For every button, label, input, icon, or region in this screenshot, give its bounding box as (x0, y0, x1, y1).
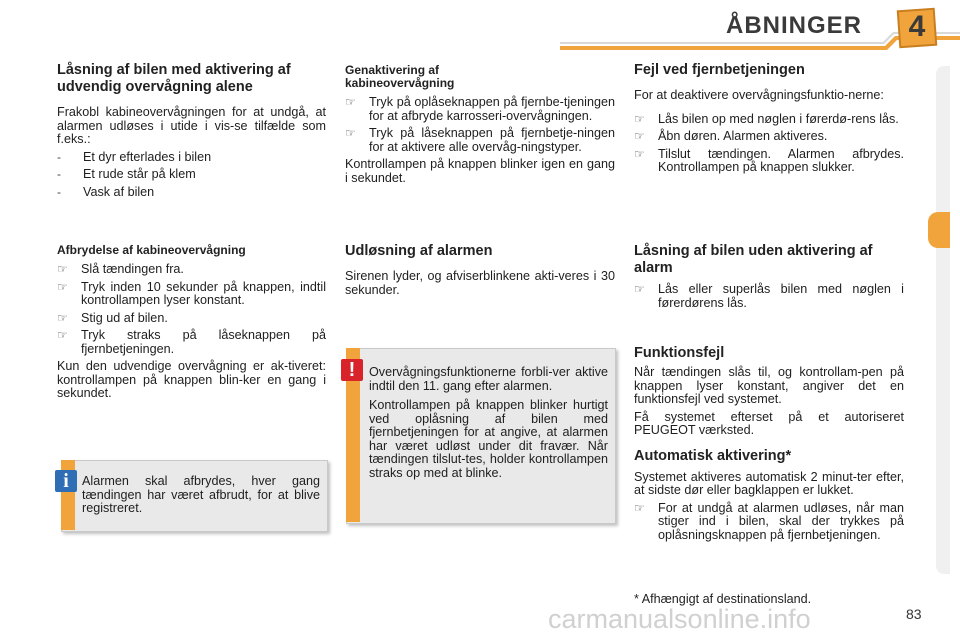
case-item: - Vask af bilen (57, 184, 155, 199)
reactivate-note: Kontrollampen på knappen blinker igen en gang i sekundet. (345, 157, 615, 185)
dash-marker: - (57, 167, 61, 181)
pointing-hand-icon: ☞ (57, 328, 68, 342)
section-malfunction: Funktionsfejl Når tændingen slås til, og kontrollam-pen på knappen lyser konstant, angiver det en funktionsfejl ved systemet. Få systemet efterset på et autoriseret PEUGEOT værksted. Automatisk aktivering* Systemet aktiveres automatisk 2 minut-ter efter, at sidste dør eller bagklappen er lukket. ☞ For at undgå at alarmen udløses, når man stiger ind i bilen, skal der trykkes på oplåsningsknappen på fjernbetjeningen. (634, 345, 904, 542)
step-item: ☞ Stig ud af bilen. (57, 310, 168, 325)
alarm-trigger-text: Sirenen lyder, og afviserblinkene akti-veres i 30 sekunder. (345, 269, 615, 297)
intro-paragraph: Frakobl kabineovervågningen for at undgå, at alarmen udløses i utide i vis-se tilfælde som f.eks.: (57, 105, 326, 146)
step-item: ☞ Lås eller superlås bilen med nøglen i førerdørens lås. (634, 282, 904, 310)
pointing-hand-icon: ☞ (634, 282, 645, 296)
pointing-hand-icon: ☞ (57, 279, 68, 294)
section-title-lock-no-alarm: Låsning af bilen uden aktivering af alarm (634, 243, 873, 276)
watermark: carmanualsonline.info (548, 604, 811, 634)
section-title-remote-fault: Fejl ved fjernbetjeningen (634, 62, 805, 78)
pointing-hand-icon: ☞ (634, 146, 645, 161)
column-3: Fejl ved fjernbetjeningen For at deaktivere overvågningsfunktio-nerne: ☞ Lås bilen op med nøglen i førerdø-rens lås. ☞ Åbn døren. Alarmen aktiveres. ☞ Tilslut tændingen. Alarmen afbrydes. Kontrollampen på knappen slukker. (634, 62, 904, 174)
step-item: ☞ Tryk på oplåseknappen på fjernbe-tjeningen for at afbryde karrosseri-overvågningen. (345, 95, 615, 123)
warning-box-text: Overvågningsfunktionerne forbli-ver aktive indtil den 11. gang efter alarmen. Kontrollampen på knappen blinker hurtigt ved oplåsning af bilen med fjernbetjeningen for at angive, at alarmen har været udløst under dit fravær. Når tændingen tilslut-tes, holder kontrollampen straks op med at blinke. (369, 365, 608, 480)
footnote: * Afhængigt af destinationsland. (634, 592, 812, 606)
info-icon: i (55, 470, 77, 492)
pointing-hand-icon: ☞ (634, 111, 645, 126)
pointing-hand-icon: ☞ (345, 95, 356, 109)
section-deactivate (57, 244, 326, 401)
deactivate-note: Kun den udvendige overvågning er ak-tiveret: kontrollampen på knappen blin-ker en gang i sekundet. (57, 359, 326, 400)
step-item: ☞ Tryk straks på låseknappen på fjernbetjeningen. (57, 328, 326, 356)
step-item: ☞ Tilslut tændingen. Alarmen afbrydes. Kontrollampen på knappen slukker. (634, 146, 904, 174)
section-lock-no-alarm (634, 243, 904, 310)
info-box-text: Alarmen skal afbrydes, hver gang tændingen har været afbrudt, for at blive registreret. (82, 474, 320, 515)
section-alarm-trigger (345, 243, 615, 297)
step-item: ☞ Åbn døren. Alarmen aktiveres. (634, 129, 828, 143)
step-item: ☞ Slå tændingen fra. (57, 262, 184, 276)
case-item: - Et dyr efterlades i bilen (57, 149, 212, 164)
chapter-title: ÅBNINGER (725, 12, 862, 39)
step-item: ☞ Tryk inden 10 sekunder på knappen, indtil kontrollampen lyser konstant. (57, 279, 326, 307)
pointing-hand-icon: ☞ (57, 310, 68, 325)
step-item: ☞ Lås bilen op med nøglen i førerdø-rens lås. (634, 111, 899, 126)
section-title-lock-exterior: Låsning af bilen med aktivering af udvendig overvågning alene (57, 62, 291, 95)
chapter-number-badge (895, 6, 939, 50)
dash-marker: - (57, 149, 61, 164)
side-tab-strip (936, 66, 950, 574)
column-1 (57, 62, 326, 199)
chapter-number: 4 (908, 10, 926, 43)
side-tab-chapter-4[interactable] (928, 212, 950, 248)
case-item: - Et rude står på klem (57, 167, 196, 181)
section-title-auto-activation: Automatisk aktivering* (634, 447, 792, 464)
column-2 (345, 64, 615, 185)
step-item: ☞ For at undgå at alarmen udløses, når man stiger ind i bilen, skal der trykkes på oplåsningsknappen på fjernbetjeningen. (634, 500, 904, 542)
page-number: 83 (906, 606, 922, 622)
section-title-alarm-trigger: Udløsning af alarmen (345, 243, 493, 259)
step-item: ☞ Tryk på låseknappen på fjernbetje-ningen for at aktivere alle overvåg-ningstyper. (345, 126, 615, 154)
pointing-hand-icon: ☞ (57, 262, 68, 276)
pointing-hand-icon: ☞ (634, 129, 645, 143)
warning-icon: ! (341, 359, 363, 381)
pointing-hand-icon: ☞ (634, 500, 645, 515)
section-title-reactivate: Genaktivering af kabineovervågning (345, 63, 455, 90)
section-title-deactivate: Afbrydelse af kabineovervågning (57, 243, 246, 257)
section-title-malfunction: Funktionsfejl (634, 345, 725, 361)
dash-marker: - (57, 184, 61, 199)
pointing-hand-icon: ☞ (345, 126, 356, 140)
